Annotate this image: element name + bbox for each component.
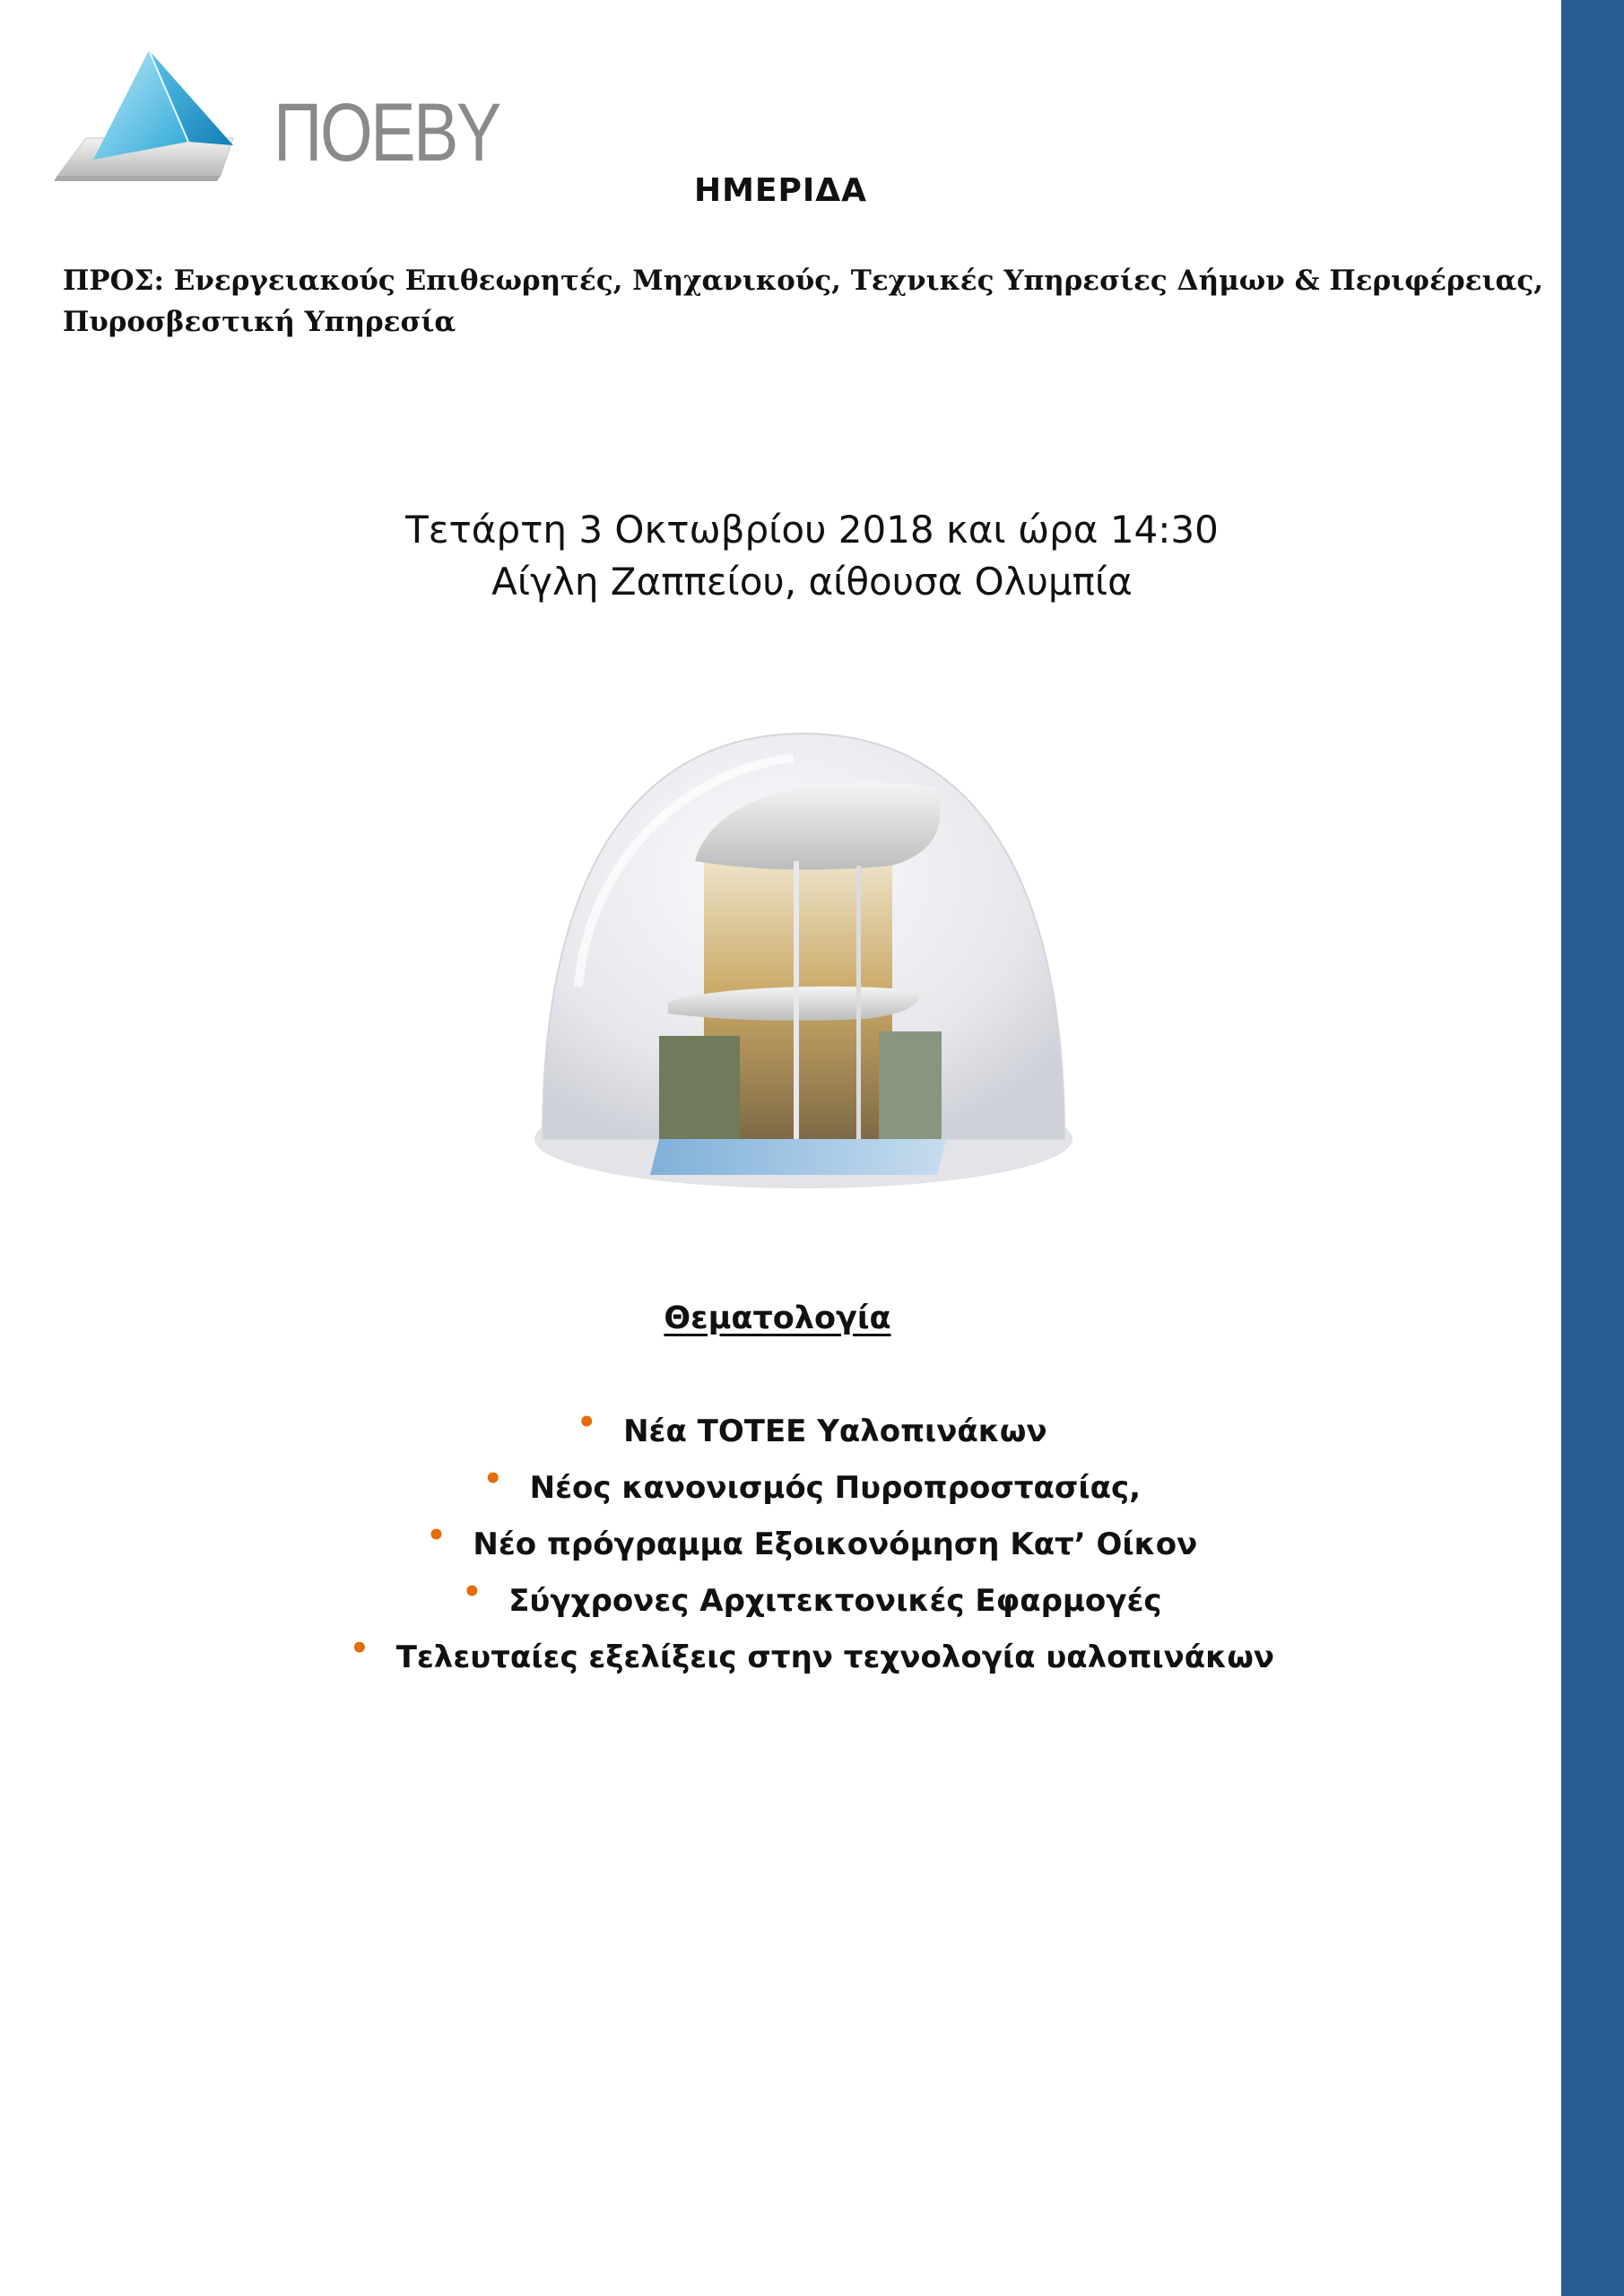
bullet-icon: • <box>426 1518 447 1553</box>
topic-text: Νέο πρόγραμμα Εξοικονόμηση Κατ’ Οίκον <box>473 1526 1198 1562</box>
bullet-icon: • <box>482 1461 503 1497</box>
topic-text: Τελευταίες εξελίξεις στην τεχνολογία υαλοπινάκων <box>395 1639 1275 1675</box>
topics-list <box>0 1404 1624 1686</box>
document-title: ΗΜΕΡΙΔΑ <box>693 172 868 209</box>
list-item <box>0 1573 1624 1630</box>
list-item <box>0 1404 1624 1460</box>
organization-logo <box>54 45 499 188</box>
side-color-bar <box>1561 0 1624 2296</box>
recipients-line: ΠΡΟΣ: Ενεργειακούς Επιθεωρητές, Μηχανικούς, Τεχνικές Υπηρεσίες Δήμων & Περιφέρειας, <box>63 265 1544 297</box>
bullet-icon: • <box>349 1631 369 1666</box>
list-item <box>0 1460 1624 1517</box>
topic-text: Νέος κανονισμός Πυροπροστασίας, <box>529 1470 1142 1506</box>
topic-text: Νέα ΤΟΤΕΕ Υαλοπινάκων <box>623 1413 1047 1449</box>
list-item <box>0 1517 1624 1573</box>
glass-dome-building-image <box>525 718 1082 1206</box>
list-item <box>0 1630 1624 1686</box>
recipients-block <box>63 260 1569 343</box>
topics-title: Θεματολογία <box>664 1300 891 1336</box>
event-details <box>0 504 1624 608</box>
bullet-icon: • <box>462 1574 482 1610</box>
logo-text: ΠΟΕΒΥ <box>274 87 499 178</box>
topic-text: Σύγχρονες Αρχιτεκτονικές Εφαρμογές <box>508 1583 1162 1619</box>
event-venue: Αίγλη Ζαππείου, αίθουσα Ολυμπία <box>491 560 1133 604</box>
bullet-icon: • <box>577 1405 597 1440</box>
event-datetime: Τετάρτη 3 Οκτωβρίου 2018 και ώρα 14:30 <box>405 508 1219 552</box>
recipients-line: Πυροσβεστική Υπηρεσία <box>63 306 456 338</box>
